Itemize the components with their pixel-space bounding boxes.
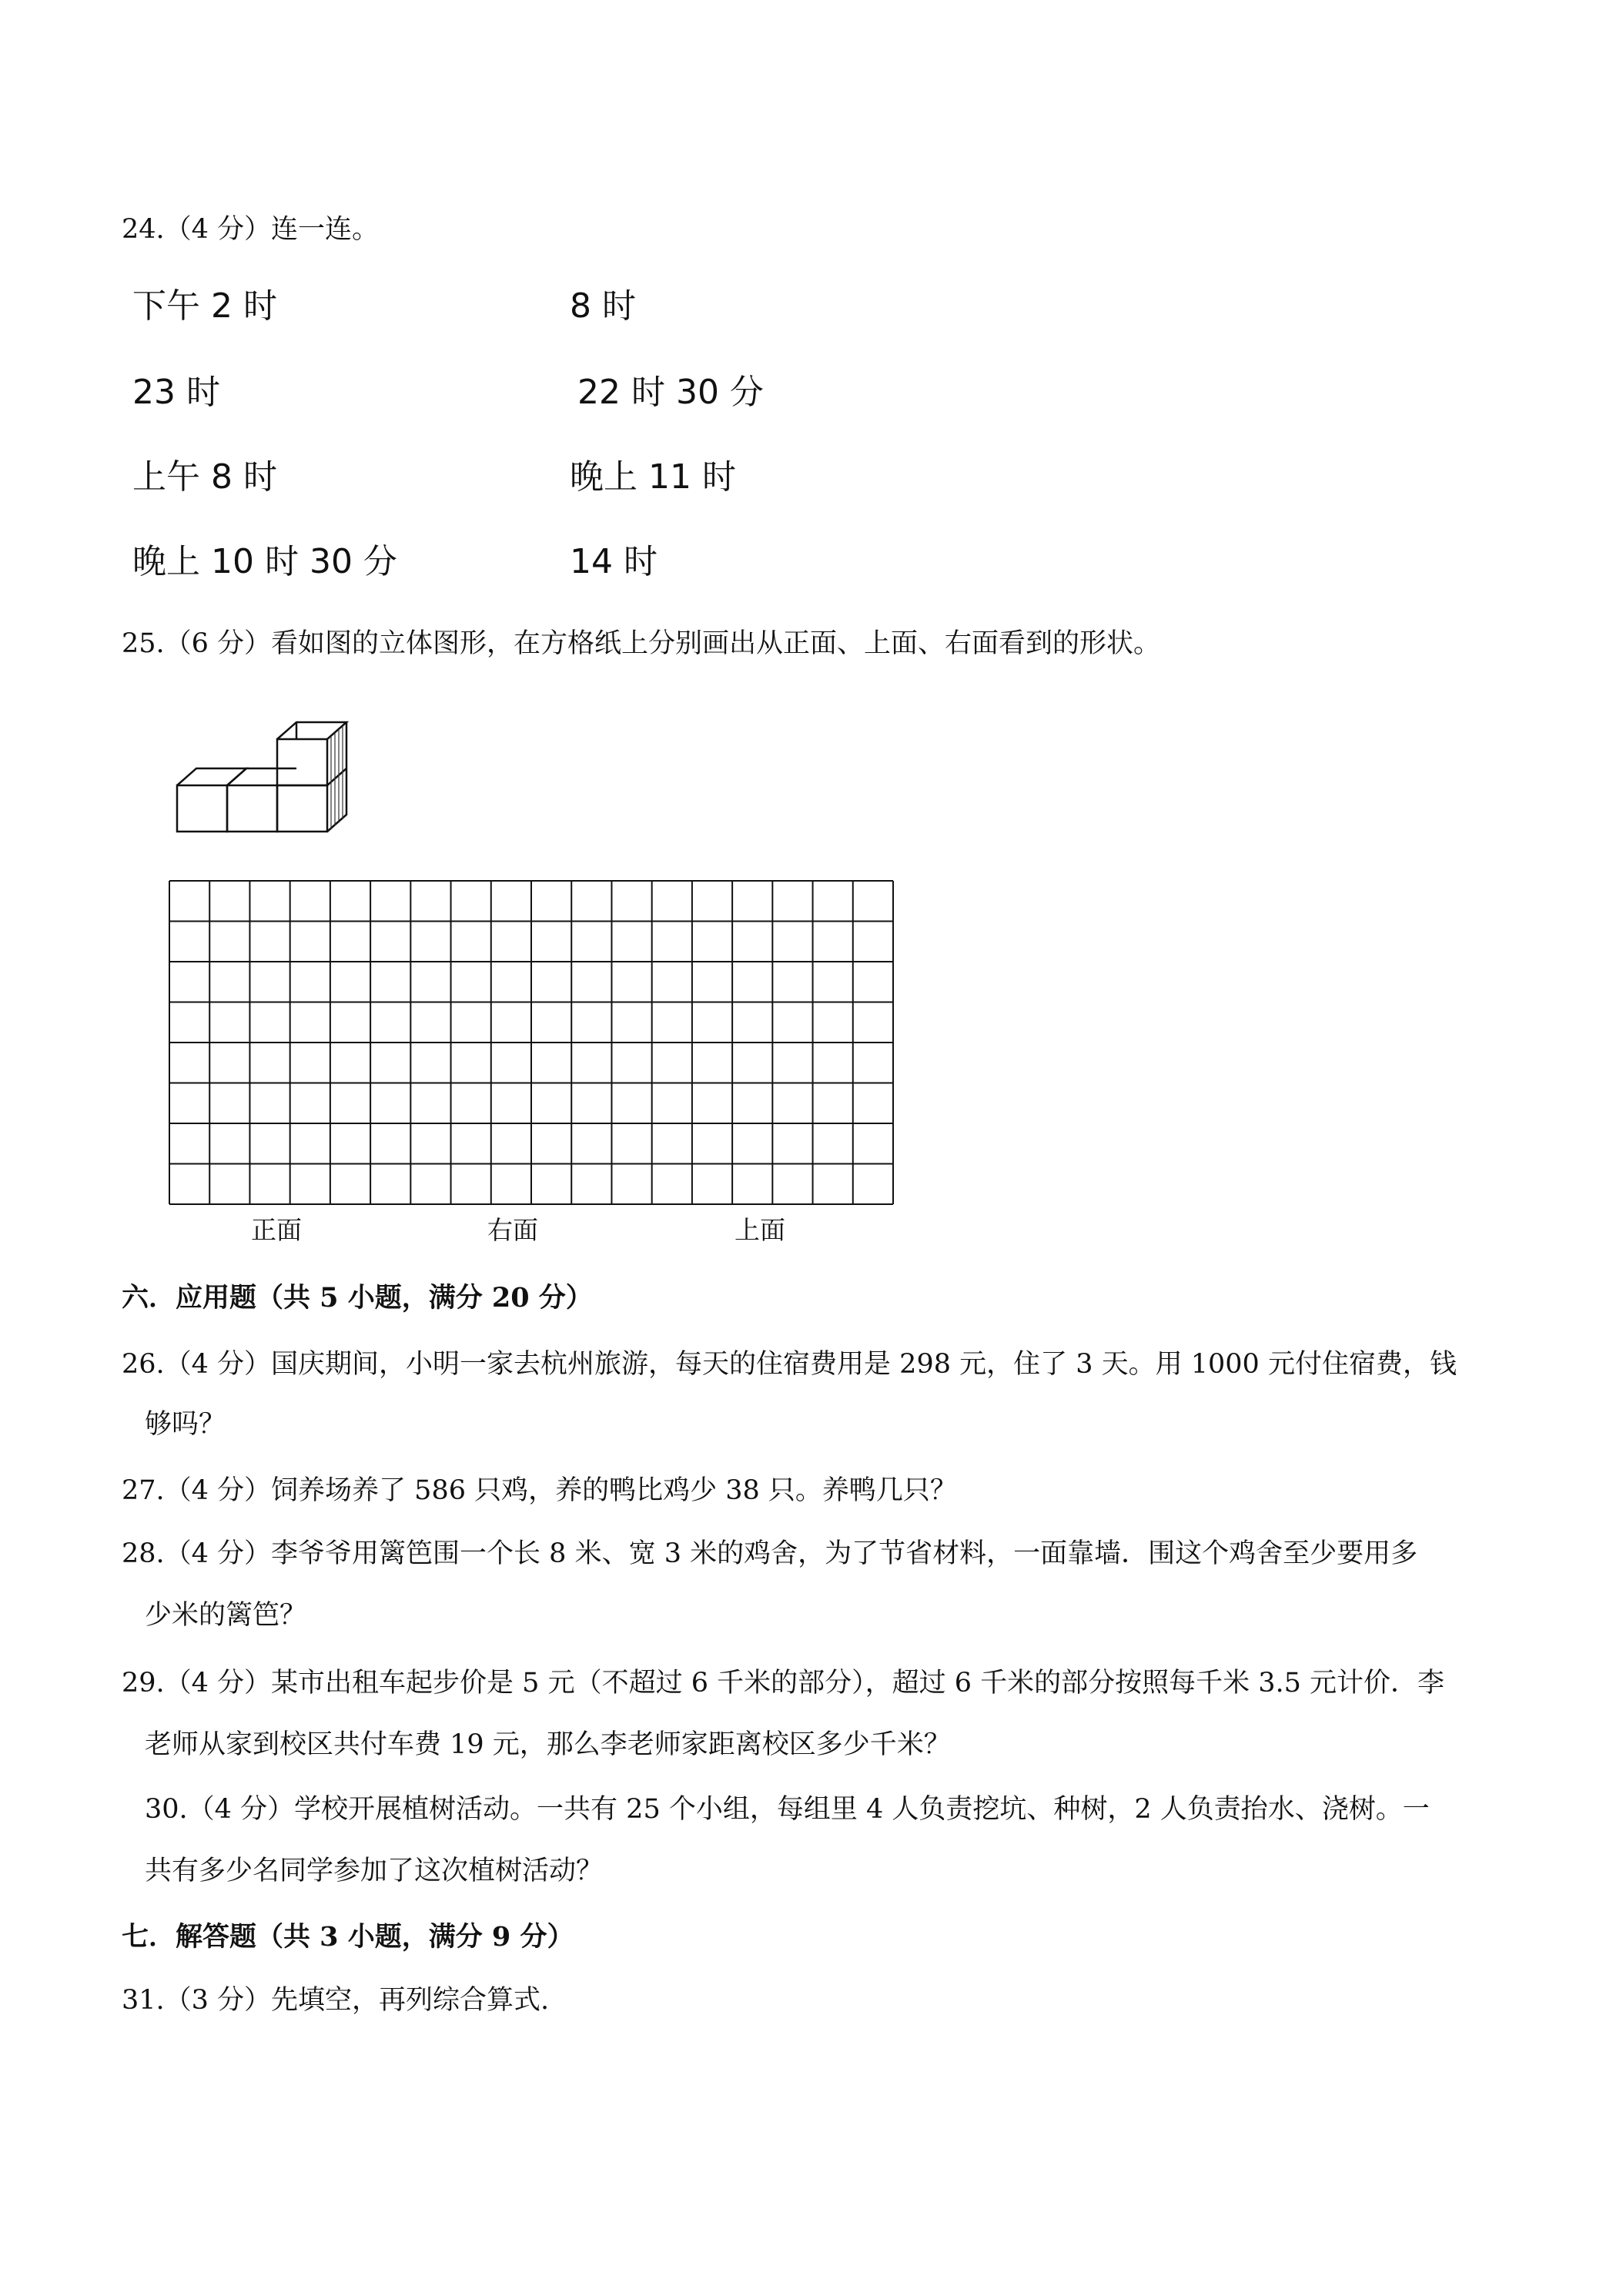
q24-header: 24.（4 分）连一连。 (122, 214, 380, 245)
q25-header: 25.（6 分）看如图的立体图形，在方格纸上分别画出从正面、上面、右面看到的形状。 (122, 628, 1161, 659)
q24-left-item-2: 23 时 (132, 373, 220, 412)
q24-left-item-1: 下午 2 时 (132, 286, 277, 326)
grid-label-top: 上面 (735, 1215, 785, 1245)
q31-line-1: 31.（3 分）先填空，再列综合算式. (122, 1985, 550, 2016)
q24-right-item-2: 22 时 30 分 (577, 373, 764, 412)
q29-line-2: 老师从家到校区共付车费 19 元，那么李老师家距离校区多少千米？ (145, 1729, 951, 1760)
grid-label-right: 右面 (487, 1215, 538, 1245)
q24-right-item-1: 8 时 (570, 286, 636, 326)
q24-left-item-4: 晚上 10 时 30 分 (132, 542, 397, 581)
q27-line-1: 27.（4 分）饲养场养了 586 只鸡，养的鸭比鸡少 38 只。养鸭几只？ (122, 1475, 957, 1506)
q28-line-1: 28.（4 分）李爷爷用篱笆围一个长 8 米、宽 3 米的鸡舍，为了节省材料，一面靠墙．围这个鸡舍至少要用多 (122, 1538, 1418, 1569)
drawing-grid[interactable] (168, 879, 895, 1206)
q26-line-1: 26.（4 分）国庆期间，小明一家去杭州旅游，每天的住宿费用是 298 元，住了 3 天。用 1000 元付住宿费，钱 (122, 1349, 1457, 1380)
q30-line-1: 30.（4 分）学校开展植树活动。一共有 25 个小组，每组里 4 人负责挖坑、种树，2 人负责抬水、浇树。一 (145, 1794, 1430, 1825)
q24-right-item-4: 14 时 (570, 542, 658, 581)
q30-line-2: 共有多少名同学参加了这次植树活动？ (145, 1856, 604, 1886)
section-6-heading: 六．应用题（共 5 小题，满分 20 分） (122, 1282, 593, 1314)
q24-left-item-3: 上午 8 时 (132, 457, 277, 497)
grid-label-front: 正面 (251, 1215, 302, 1245)
section-7-heading: 七．解答题（共 3 小题，满分 9 分） (122, 1921, 574, 1953)
cube-stack-figure (169, 693, 362, 839)
q28-line-2: 少米的篱笆？ (145, 1600, 307, 1631)
q24-right-item-3: 晚上 11 时 (570, 457, 736, 497)
q29-line-1: 29.（4 分）某市出租车起步价是 5 元（不超过 6 千米的部分），超过 6 千米的部分按照每千米 3.5 元计价．李 (122, 1668, 1445, 1699)
q26-line-2: 够吗？ (145, 1409, 226, 1440)
